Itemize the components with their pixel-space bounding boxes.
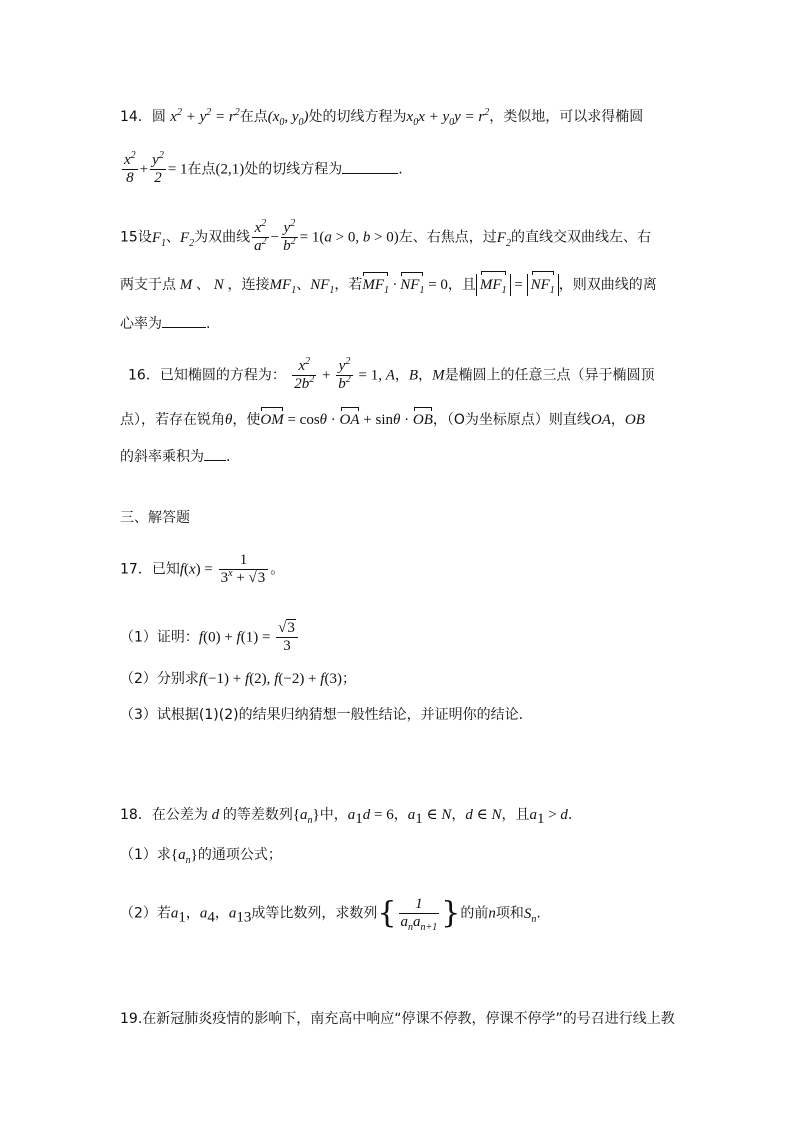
q14-number: 14． <box>120 109 152 125</box>
q15-line3: 心率为 . <box>120 313 210 334</box>
q17-number: 17． <box>120 561 152 578</box>
q15-number: 15 <box>120 229 138 246</box>
q18-number: 18． <box>120 807 152 823</box>
q16-line1: 16．已知椭圆的方程为： $\frac{x^2}{2b^2}$ + $\frac{y^2}{b^2}$ = 1, A，B，M是椭圆上的任意三点（异于椭圆顶 <box>128 356 655 392</box>
q14-line1: 14．圆 $x^2 + y^2 = r^2$在点($x_0$, $y_0$)处的切线方程为$x_0x + y_0y = r^2$，类似地，可以求得椭圆 <box>120 107 644 128</box>
q19-line1: 19.在新冠肺炎疫情的影响下，南充高中响应“停课不停教，停课不停学”的号召进行线上教 <box>120 1011 675 1027</box>
q17-part2: （2）分别求f(−1) + f(2), f(−2) + f(3)； <box>120 671 356 687</box>
q16-line2: 点），若存在锐角θ，使OM = cosθ · OA + sinθ · OB，（O为坐标原点）则直线OA，OB <box>120 412 645 428</box>
answer-blank-15 <box>162 313 206 328</box>
q18-part2: （2）若$a_1$，$a_4$，$a_{13}$成等比数列，求数列{ $\frac{1}{a_na_{n+1}}$ }的前n项和$S_n$. <box>120 895 541 933</box>
q15-line2: 两支于点 M 、 N ，连接$MF_1$、$NF_1$，若$MF_1 \cdot NF_1 = 0$，且 $MF_1 = NF_1$ ，则双曲线的离 <box>120 274 657 296</box>
section-heading: 三、解答题 <box>120 510 190 526</box>
q14-line2: $\frac{x^2}{8}$ + $\frac{y^2}{2}$ = 1在点(2,1)处的切线方程为 . <box>124 150 403 186</box>
answer-blank-16 <box>204 446 226 461</box>
q14-tangent-eq: $x_0x + y_0y = r^2$ <box>406 107 490 128</box>
answer-blank-14 <box>342 159 398 174</box>
q16-line3: 的斜率乘积为 . <box>120 446 230 467</box>
q18-part1: （1）求$\{a_n\}$的通项公式； <box>120 847 282 866</box>
q17-part3: （3）试根据(1)(2)的结果归纳猜想一般性结论，并证明你的结论. <box>120 707 524 723</box>
q14-circle-eq: $x^2 + y^2 = r^2$ <box>170 107 240 125</box>
q17-part1: （1）证明：f(0) + f(1) = $\frac{√3}{3}$ <box>120 620 300 655</box>
q17-line1: 17．已知f(x) = $\frac{1}{3^x + √3}$ 。 <box>120 552 285 586</box>
q15-line1: 15设$F_1$、$F_2$为双曲线 $\frac{x^2}{a^2}$ − $\frac{y^2}{b^2}$ = 1(a > 0, b > 0)左、右焦点，过$F_2$的直线交双曲线左、右 <box>120 218 651 254</box>
q18-line1: 18．在公差为 d 的等差数列$\{a_n\}$中，$a_1d = 6$，$a_1$ ∈ N，d ∈ N，且$a_1 > d$. <box>120 807 573 827</box>
q16-number: 16． <box>128 367 160 384</box>
